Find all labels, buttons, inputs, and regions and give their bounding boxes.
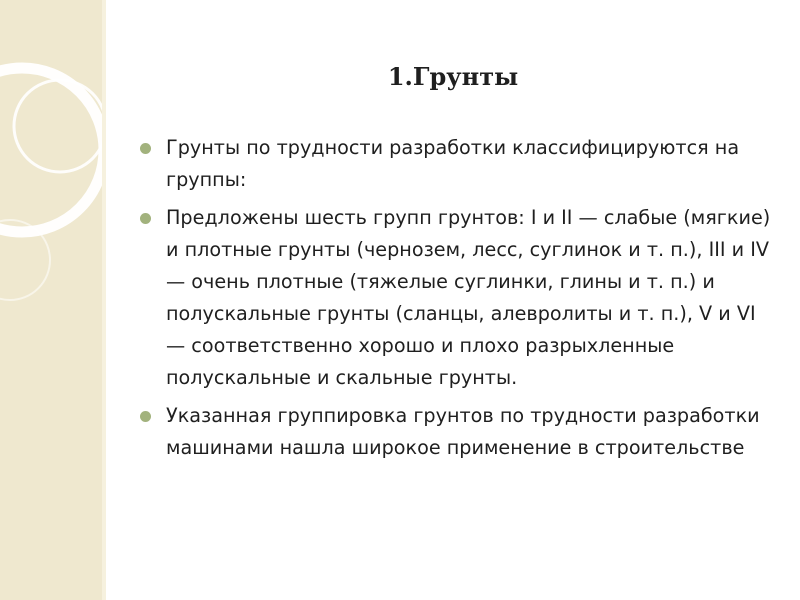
bullet-item: [134, 202, 774, 394]
decorative-ring-large: [0, 68, 104, 232]
slide-title: 1.Грунты: [387, 62, 519, 91]
bullet-list: [134, 132, 774, 470]
decorative-rings: [0, 0, 106, 600]
bullet-item: [134, 400, 774, 464]
decorative-side-band: [0, 0, 106, 600]
bullet-text: Предложены шесть групп грунтов: I и II — слабые (мягкие) и плотные грунты (чернозем, лесс, суглинок и т. п.), III и IV — очень плотные (тяжелые суглинки, глины и т. п.) и полускальные грунты (сланцы, алевролиты и т. п.), V и VI — соответственно хорошо и плохо разрыхленные полускальные и скальные грунты.: [166, 206, 771, 389]
bullet-text: Грунты по трудности разработки классифицируются на группы:: [166, 136, 740, 191]
bullet-item: [134, 132, 774, 196]
bullet-dot-icon: [140, 213, 151, 224]
bullet-text: Указанная группировка грунтов по трудности разработки машинами нашла широкое применение в строительстве: [166, 404, 760, 459]
bullet-dot-icon: [140, 143, 151, 154]
bullet-dot-icon: [140, 411, 151, 422]
decorative-ring-small: [14, 80, 106, 172]
